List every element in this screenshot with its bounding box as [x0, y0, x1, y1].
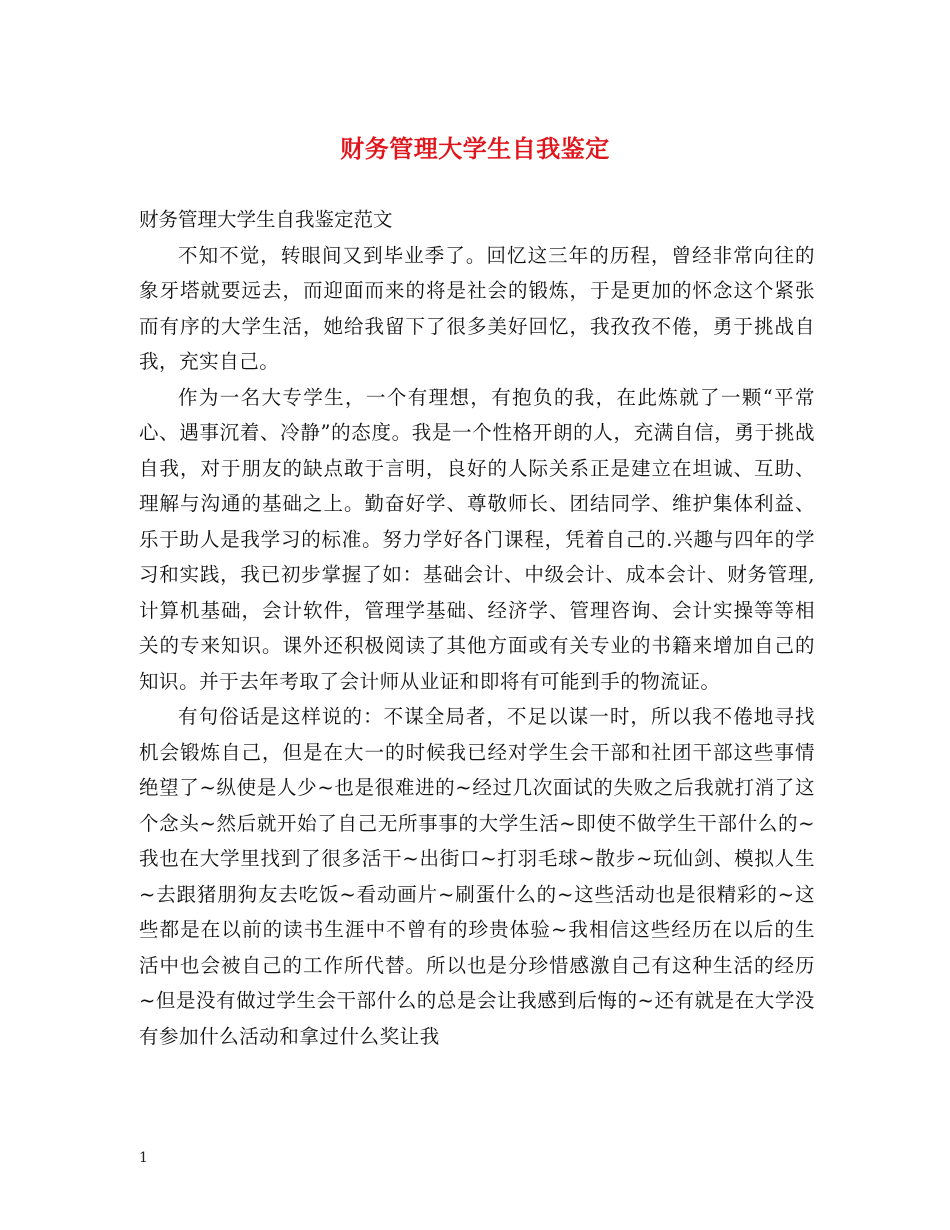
paragraph-3: 有句俗话是这样说的：不谋全局者，不足以谋一时，所以我不倦地寻找机会锻炼自己，但是在大一的时候我已经对学生会干部和社团干部这些事情绝望了~纵使是人少~也是很难进的~经过几次面试的失败之后我就打消了这个念头~然后就开始了自己无所事事的大学生活~即使不做学生干部什么的~我也在大学里找到了很多活干~出街口~打羽毛球~散步~玩仙剑、模拟人生~去跟猪朋狗友去吃饭~看动画片~刷蛋什么的~这些活动也是很精彩的~这些都是在以前的读书生涯中不曾有的珍贵体验~我相信这些经历在以后的生活中也会被自己的工作所代替。所以也是分珍惜感激自己有这种生活的经历~但是没有做过学生会干部什么的总是会让我感到后悔的~还有就是在大学没有参加什么活动和拿过什么奖让我 [139, 705, 815, 1048]
page-number: 1 [139, 1150, 148, 1166]
paragraph-1: 不知不觉，转眼间又到毕业季了。回忆这三年的历程，曾经非常向往的象牙塔就要远去，而迎面而来的将是社会的锻炼，于是更加的怀念这个紧张而有序的大学生活，她给我留下了很多美好回忆，我孜孜不倦，勇于挑战自我，充实自己。 [139, 243, 815, 373]
document-title: 财务管理大学生自我鉴定 [340, 134, 610, 163]
document-body [139, 202, 815, 1054]
document-subtitle: 财务管理大学生自我鉴定范文 [139, 208, 393, 231]
paragraph-2: 作为一名大专学生，一个有理想，有抱负的我，在此炼就了一颗“平常心、遇事沉着、冷静”的态度。我是一个性格开朗的人，充满自信，勇于挑战自我，对于朋友的缺点敢于言明，良好的人际关系正是建立在坦诚、互助、理解与沟通的基础之上。勤奋好学、尊敬师长、团结同学、维护集体利益、乐于助人是我学习的标准。努力学好各门课程，凭着自己的.兴趣与四年的学习和实践，我已初步掌握了如：基础会计、中级会计、成本会计、财务管理,计算机基础，会计软件，管理学基础、经济学、管理咨询、会计实操等等相关的专来知识。课外还积极阅读了其他方面或有关专业的书籍来增加自己的知识。并于去年考取了会计师从业证和即将有可能到手的物流证。 [139, 385, 815, 693]
